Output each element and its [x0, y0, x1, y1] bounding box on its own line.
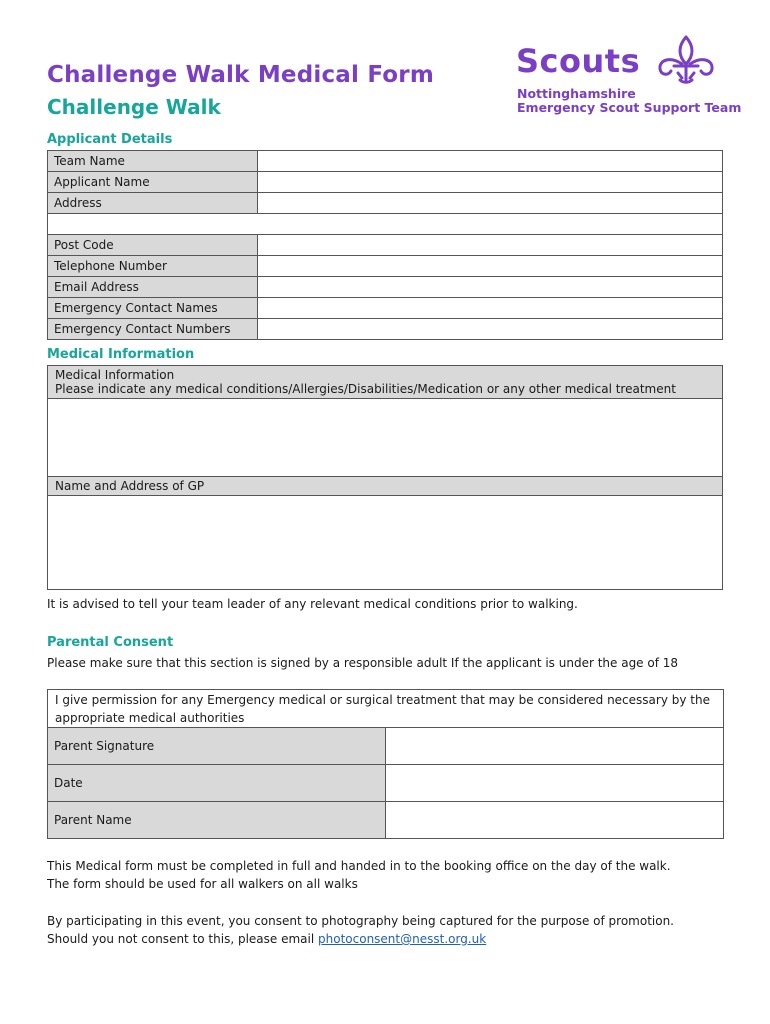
address-field[interactable]: [258, 193, 723, 214]
table-row: [48, 298, 723, 319]
applicant-heading: Applicant Details: [47, 132, 173, 147]
address-line-2-field[interactable]: [48, 214, 723, 235]
email-field[interactable]: [258, 277, 723, 298]
gp-box-title: Name and Address of GP: [48, 477, 722, 496]
table-row: [48, 277, 723, 298]
consent-table: [47, 727, 724, 839]
medical-box-title: Medical Information: [55, 368, 175, 382]
logo-team: Emergency Scout Support Team: [517, 100, 742, 115]
medical-box-header: [48, 366, 722, 399]
table-row: [48, 214, 723, 235]
medical-box-instruction: Please indicate any medical conditions/Allergies/Disabilities/Medication or any other medical treatment: [55, 382, 676, 396]
footer-line-1: This Medical form must be completed in full and handed in to the booking office on the day of the walk.: [47, 859, 671, 873]
table-row: [48, 235, 723, 256]
footer-line-4: [47, 930, 486, 948]
consent-heading: Parental Consent: [47, 635, 174, 650]
applicant-name-label: Applicant Name: [48, 172, 258, 193]
emergency-numbers-field[interactable]: [258, 319, 723, 340]
parent-name-label: Parent Name: [48, 802, 386, 839]
footer-line-2: The form should be used for all walkers on all walks: [47, 877, 358, 891]
consent-instruction: Please make sure that this section is signed by a responsible adult If the applicant is under the age of 18: [47, 656, 679, 670]
team-name-field[interactable]: [258, 151, 723, 172]
page-subtitle: Challenge Walk: [47, 95, 221, 119]
fleur-de-lis-icon: [654, 34, 718, 90]
table-row: [48, 319, 723, 340]
scouts-logo: [516, 34, 742, 118]
logo-wordmark: Scouts: [516, 42, 641, 80]
emergency-names-label: Emergency Contact Names: [48, 298, 258, 319]
photo-consent-email-link[interactable]: photoconsent@nesst.org.uk: [318, 932, 487, 946]
medical-conditions-field[interactable]: [48, 399, 722, 469]
medical-box: [47, 365, 723, 477]
parent-signature-field[interactable]: [386, 728, 724, 765]
logo-county: Nottinghamshire: [517, 86, 636, 101]
emergency-numbers-label: Emergency Contact Numbers: [48, 319, 258, 340]
consent-box: [47, 689, 724, 839]
table-row: [48, 802, 724, 839]
table-row: [48, 172, 723, 193]
applicant-name-field[interactable]: [258, 172, 723, 193]
gp-details-field[interactable]: [48, 496, 722, 586]
footer-line-3: By participating in this event, you consent to photography being captured for the purpose of promotion.: [47, 914, 674, 928]
address-label: Address: [48, 193, 258, 214]
post-code-label: Post Code: [48, 235, 258, 256]
table-row: [48, 728, 724, 765]
table-row: [48, 256, 723, 277]
applicant-table: [47, 150, 723, 340]
medical-advice: It is advised to tell your team leader of any relevant medical conditions prior to walking.: [47, 597, 578, 611]
telephone-label: Telephone Number: [48, 256, 258, 277]
parent-name-field[interactable]: [386, 802, 724, 839]
email-label: Email Address: [48, 277, 258, 298]
post-code-field[interactable]: [258, 235, 723, 256]
table-row: [48, 193, 723, 214]
consent-permission: I give permission for any Emergency medical or surgical treatment that may be considered necessary by the appropriate medical authorities: [55, 693, 710, 725]
gp-box: [47, 476, 723, 590]
medical-heading: Medical Information: [47, 347, 195, 362]
parent-signature-label: Parent Signature: [48, 728, 386, 765]
team-name-label: Team Name: [48, 151, 258, 172]
table-row: [48, 151, 723, 172]
date-label: Date: [48, 765, 386, 802]
emergency-names-field[interactable]: [258, 298, 723, 319]
telephone-field[interactable]: [258, 256, 723, 277]
page-title: Challenge Walk Medical Form: [47, 62, 435, 88]
table-row: [48, 765, 724, 802]
footer-email-prefix: Should you not consent to this, please email: [47, 932, 319, 946]
date-field[interactable]: [386, 765, 724, 802]
